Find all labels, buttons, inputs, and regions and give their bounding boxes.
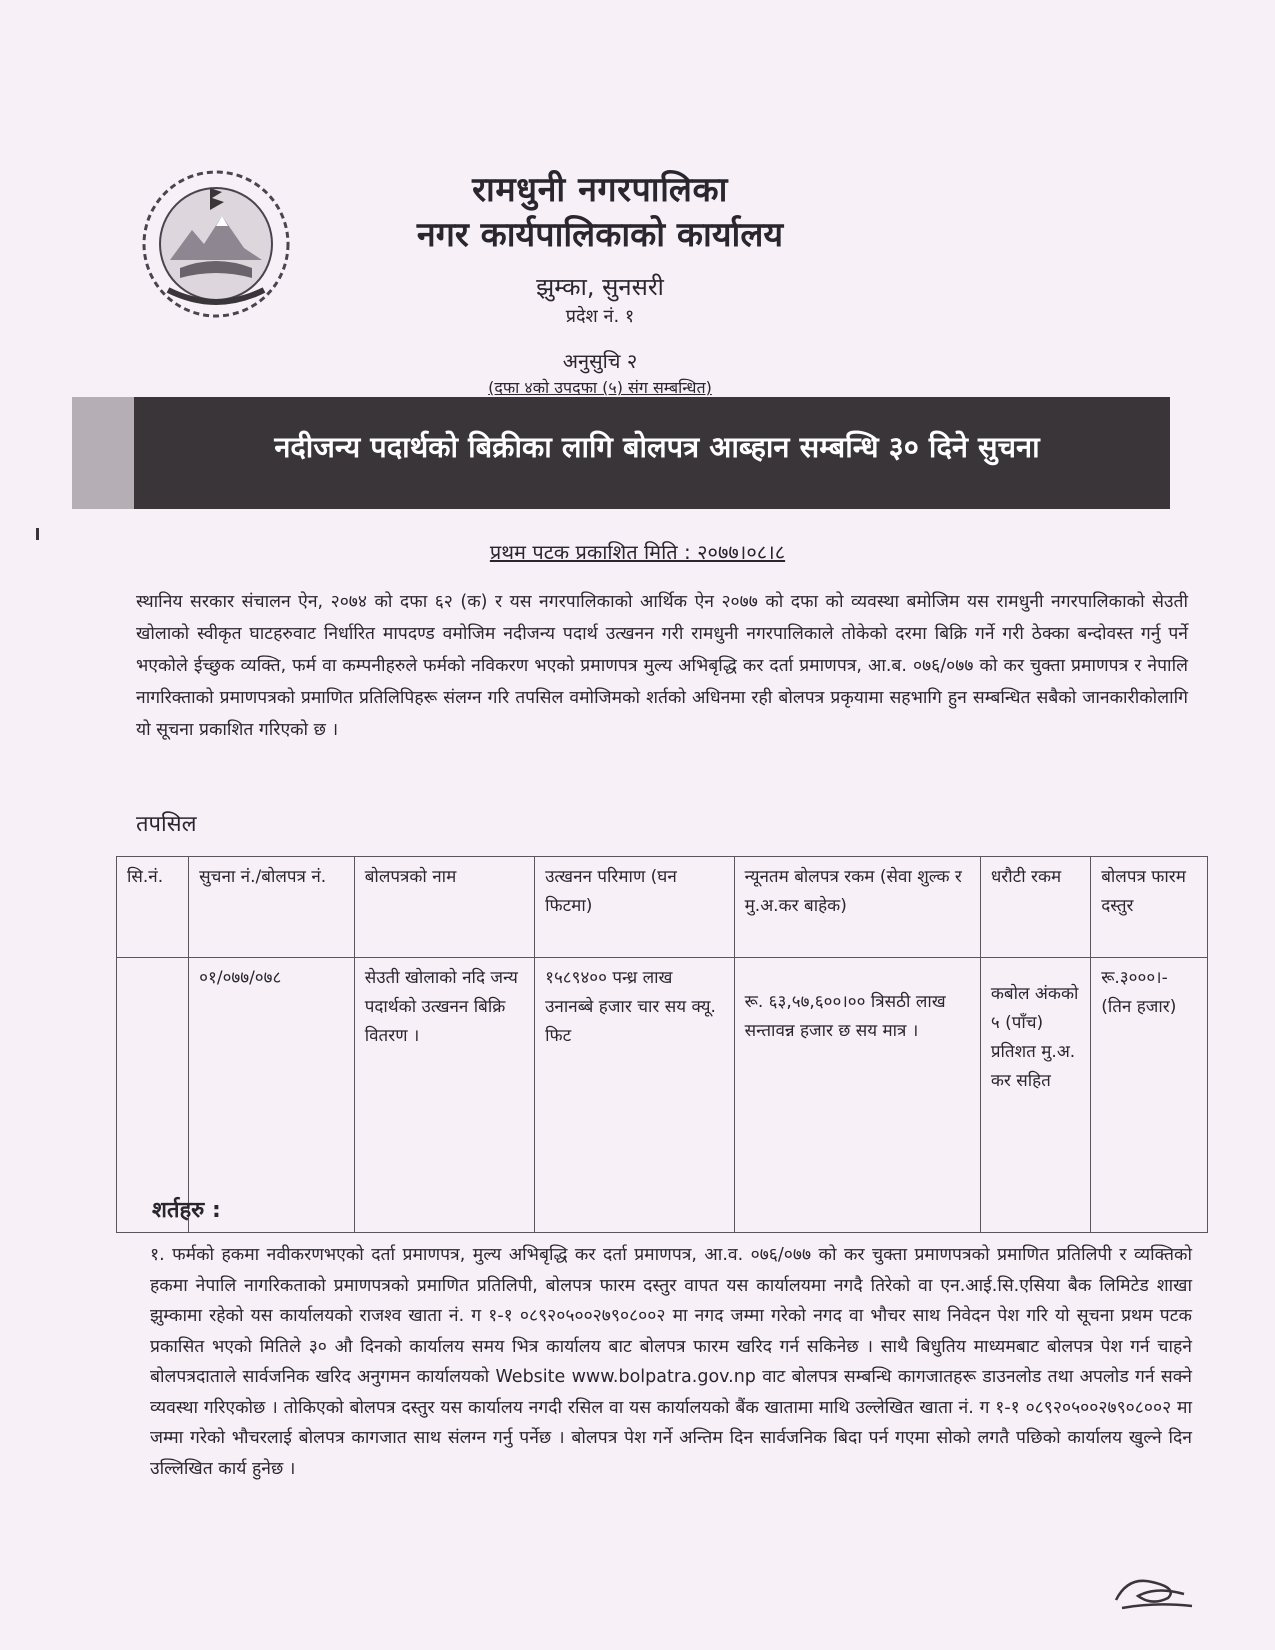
notice-banner [72, 397, 1170, 509]
cell-quantity: १५८९४०० पन्ध्र लाख उनानब्बे हजार चार सय क्यू. फिट [535, 958, 735, 1233]
conditions-text: १. फर्मको हकमा नवीकरणभएको दर्ता प्रमाणपत्र, मुल्य अभिबृद्धि कर दर्ता प्रमाणपत्र, आ.व. ०७६/०७७ को कर चुक्ता प्रमाणपत्रको प्रमाणित प्रतिलिपी र व्यक्तिको हकमा नेपालि नागरिकताको प्रमाणपत्रको प्रमाणित प्रतिलिपी, बोलपत्र फारम दस्तुर वापत यस कार्यालयमा नगदै तिरेको वा एन.आई.सि.एसिया बैक लिमिटेड शाखा झुम्कामा रहेको यस कार्यालयको राजश्व खाता नं. ग १-१ ०८९२०५००२७९०८००२ मा नगद जम्मा गरेको नगद वा भौचर साथ निवेदन पेश गरि यो सूचना प्रथम पटक प्रकासित भएको मितिले ३० औ दिनको कार्यालय समय भित्र कार्यालय बाट बोलपत्र फारम खरिद गर्न सकिनेछ । साथै बिधुतिय माध्यमबाट बोलपत्र पेश गर्न चाहने बोलपत्रदाताले सार्वजनिक खरिद अनुगमन कार्यालयको Website www.bolpatra.gov.np वाट बोलपत्र सम्बन्धि कागजातहरू डाउनलोड तथा अपलोड गर्न सक्ने व्यवस्था गरिएकोछ । तोकिएको बोलपत्र दस्तुर यस कार्यालय नगदी रसिल वा यस कार्यालयको बैंक खातामा माथि उल्लेखित खाता नं. ग १-१ ०८९२०५००२७९०८००२ मा जम्मा गरेको भौचरलाई बोलपत्र कागजात साथ संलग्न गर्नु पर्नेछ । बोलपत्र पेश गर्ने अन्तिम दिन सार्वजनिक बिदा पर्न गएमा सोको लगतै पछिको कार्यालय खुल्ने दिन उल्लिखित कार्य हुनेछ । [150, 1245, 1192, 1479]
government-emblem-icon [140, 168, 292, 320]
publication-date [0, 538, 1275, 565]
office-name: नगर कार्यपालिकाको कार्यालय [416, 215, 784, 255]
cell-serial [117, 958, 189, 1233]
conditions-title: शर्तहरु : [152, 1198, 221, 1223]
signature-mark [1108, 1568, 1198, 1618]
cell-deposit: कबोल अंकको ५ (पाँच) प्रतिशत मु.अ. कर सहित [980, 958, 1090, 1233]
notice-title: नदीजन्य पदार्थको बिक्रीका लागि बोलपत्र आब्हान सम्बन्धि ३० दिने सुचना [274, 430, 1040, 464]
municipality-name: रामधुनी नगरपालिका [472, 170, 728, 210]
office-address: झुम्का, सुनसरी [536, 273, 664, 301]
cell-notice-no: ०१/०७७/०७८ [189, 958, 355, 1233]
col-header-notice-no: सुचना नं./बोलपत्र नं. [189, 857, 355, 958]
cell-form-fee: रू.३०००।- (तिन हजार) [1091, 958, 1208, 1233]
details-label: तपसिल [136, 812, 197, 837]
col-header-deposit: धरौटी रकम [980, 857, 1090, 958]
table-header-row [117, 857, 1208, 958]
col-header-quantity: उत्खनन परिमाण (घन फिटमा) [535, 857, 735, 958]
margin-mark [36, 528, 47, 540]
letterhead [360, 168, 840, 330]
col-header-tender-name: बोलपत्रको नाम [354, 857, 534, 958]
col-header-form-fee: बोलपत्र फारम दस्तुर [1091, 857, 1208, 958]
cell-tender-name: सेउती खोलाको नदि जन्य पदार्थको उत्खनन बिक्रि वितरण । [354, 958, 534, 1233]
annex-subtitle: (दफा ४को उपदफा (५) संग सम्बन्धित) [488, 378, 712, 397]
publication-date-text: प्रथम पटक प्रकाशित मिति : २०७७।०८।८ [489, 540, 786, 564]
cell-min-amount: रू. ६३,५७,६००।०० त्रिसठी लाख सन्तावन्न हजार छ सय मात्र । [734, 958, 980, 1233]
tender-table [116, 856, 1208, 1233]
col-header-min-amount: न्यूनतम बोलपत्र रकम (सेवा शुल्क र मु.अ.कर बाहेक) [734, 857, 980, 958]
province-label: प्रदेश नं. १ [565, 306, 635, 327]
col-header-serial: सि.नं. [117, 857, 189, 958]
annex-title: अनुसुचि २ [562, 349, 638, 373]
notice-paragraph: स्थानिय सरकार संचालन ऐन, २०७४ को दफा ६२ (क) र यस नगरपालिकाको आर्थिक ऐन २०७७ को दफा को व्यवस्था बमोजिम यस रामधुनी नगरपालिकाको सेउती खोलाको स्वीकृत घाटहरुवाट निर्धारित मापदण्ड वमोजिम नदीजन्य पदार्थ उत्खनन गरी रामधुनी नगरपालिकाले तोकेको दरमा बिक्रि गर्ने गरी ठेक्का बन्दोवस्त गर्नु पर्ने भएकोले ईच्छुक व्यक्ति, फर्म वा कम्पनीहरुले फर्मको नविकरण भएको प्रमाणपत्र मुल्य अभिबृद्धि कर दर्ता प्रमाणपत्र, आ.ब. ०७६/०७७ को कर चुक्ता प्रमाणपत्र र नेपालि नागरिक्ताको प्रमाणपत्रको प्रमाणित प्रतिलिपिहरू संलग्न गरि तपसिल वमोजिमको शर्तको अधिनमा रही बोलपत्र प्रकृयामा सहभागि हुन सम्बन्धित सबैको जानकारीकोलागि यो सूचना प्रकाशित गरिएको छ । [136, 592, 1188, 740]
table-row [117, 958, 1208, 1233]
